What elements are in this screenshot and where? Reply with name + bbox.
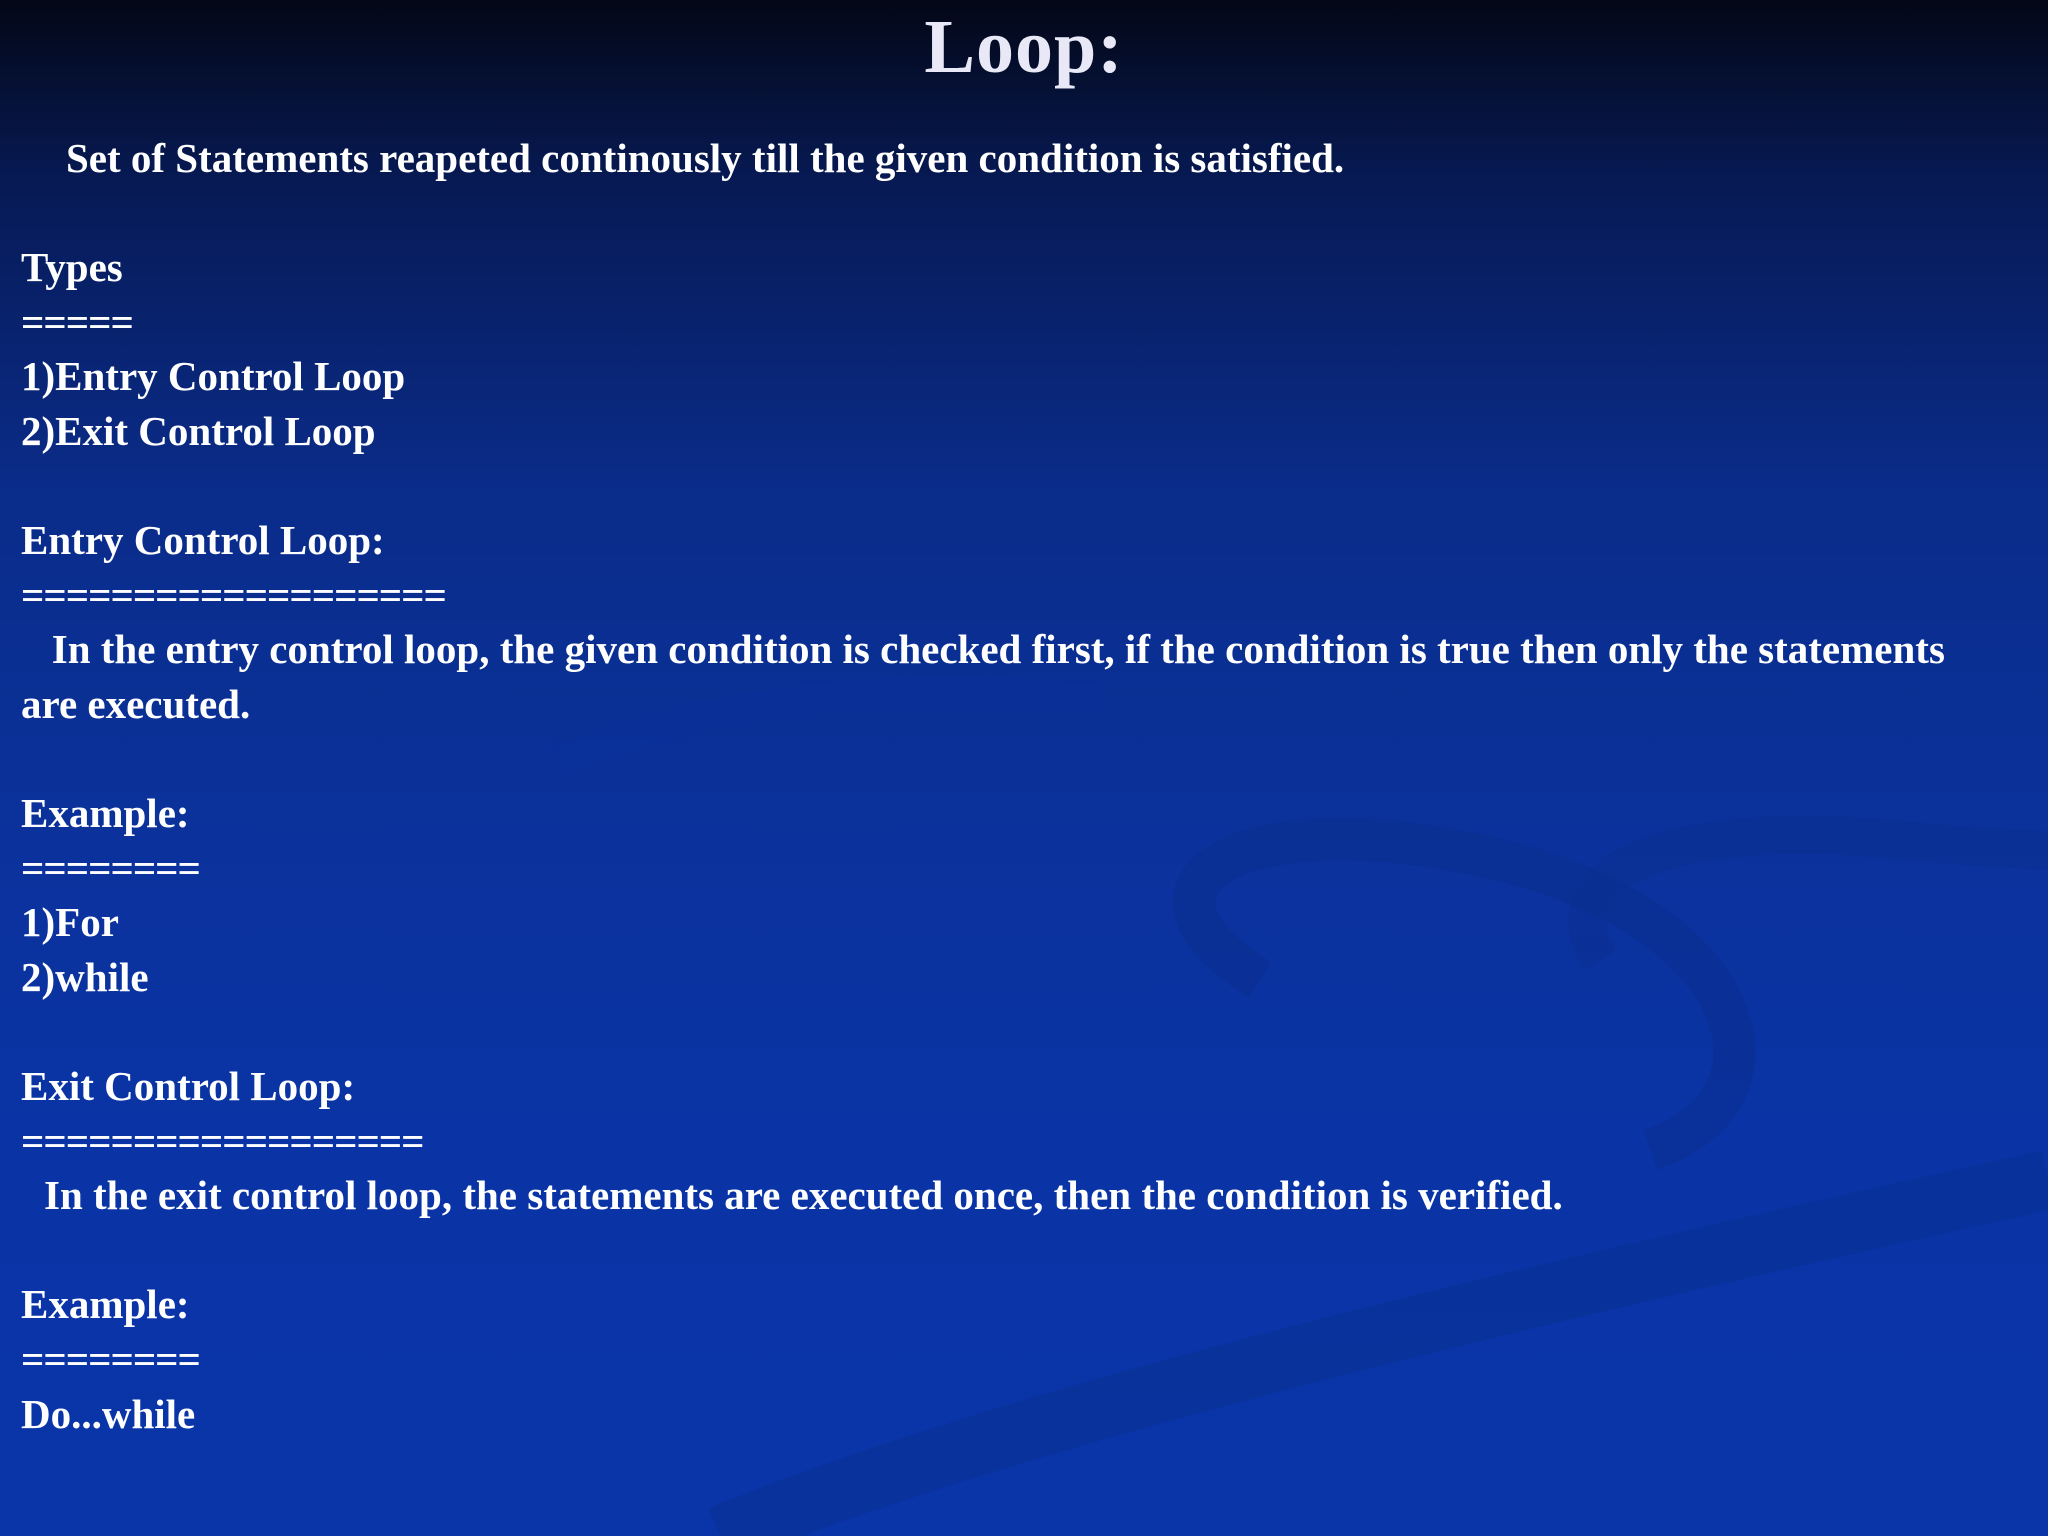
entry-example-underline: ======== <box>21 844 200 891</box>
types-underline: ===== <box>21 298 133 345</box>
exit-underline: ================== <box>21 1117 424 1164</box>
spacer <box>21 732 2011 787</box>
entry-underline: =================== <box>21 571 446 618</box>
exit-heading: Exit Control Loop: <box>21 1063 356 1110</box>
spacer <box>21 459 2011 514</box>
entry-example-while: 2)while <box>21 953 149 1000</box>
types-heading: Types <box>21 244 123 291</box>
entry-description-text: In the entry control loop, the given condition is checked first, if the condition is true then only the statements are executed. <box>21 626 1945 727</box>
entry-description <box>21 622 1961 731</box>
type-item-exit: 2)Exit Control Loop <box>21 407 376 454</box>
exit-example-heading: Example: <box>21 1281 190 1328</box>
spacer <box>21 1223 2011 1278</box>
spacer <box>21 1005 2011 1060</box>
spacer <box>21 186 2011 241</box>
definition-text: Set of Statements reapeted continously till the given condition is satisfied. <box>66 135 1345 181</box>
exit-example-do-while: Do...while <box>21 1390 196 1437</box>
entry-example-for: 1)For <box>21 899 119 946</box>
entry-example-heading: Example: <box>21 790 190 837</box>
entry-heading: Entry Control Loop: <box>21 517 385 564</box>
slide-body <box>21 131 2011 1441</box>
slide-title: Loop: <box>924 5 1124 89</box>
exit-example-underline: ======== <box>21 1336 200 1383</box>
exit-description: In the exit control loop, the statements are executed once, then the condition is verified. <box>44 1172 1563 1219</box>
type-item-entry: 1)Entry Control Loop <box>21 353 406 400</box>
